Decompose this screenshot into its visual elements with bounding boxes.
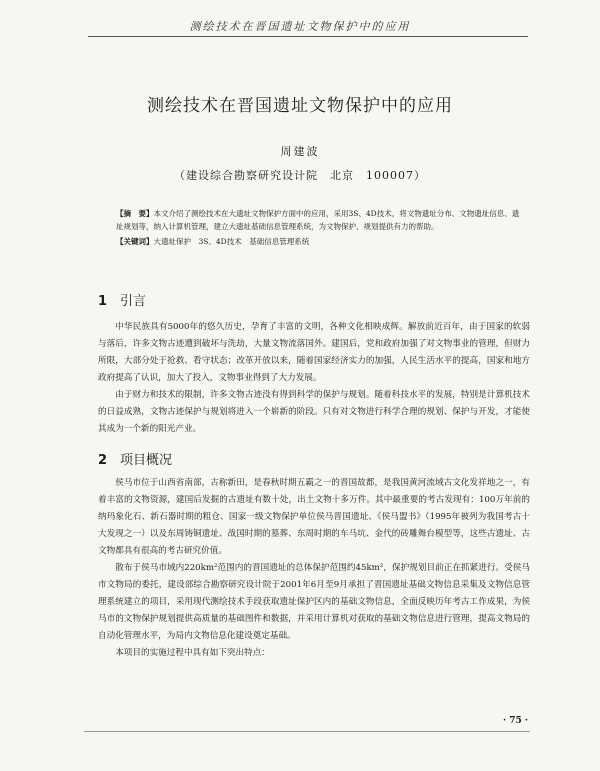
section-title: 引言 xyxy=(120,294,147,309)
running-header: 测绘技术在晋国遗址文物保护中的应用 xyxy=(189,20,411,33)
section-heading-project-overview xyxy=(98,449,518,468)
abstract-text: 本文介绍了测绘技术在大遗址文物保护方面中的应用，采用3S、4D技术，将文物遗址分布、文物遗址信息、遗址规划等，纳入计算机管理，建立大遗址基础信息管理系统，为文物保护、规划提供有力的帮助。 xyxy=(116,209,520,231)
paper-title: 测绘技术在晋国遗址文物保护中的应用 xyxy=(147,96,453,116)
author: 周建波 xyxy=(280,145,320,158)
section-heading-introduction xyxy=(98,290,518,309)
abstract-block xyxy=(116,207,524,248)
section-title: 项目概况 xyxy=(120,453,173,468)
page-number: · 75 · xyxy=(502,716,528,726)
affiliation: （建设综合勘察研究设计院 北京 100007） xyxy=(174,169,426,182)
paragraph: 本项目的实施过程中具有如下突出特点： xyxy=(115,648,270,658)
abstract-label: 【摘 要】 xyxy=(116,209,154,218)
keywords-label: 【关键词】 xyxy=(116,237,154,246)
paragraph: 散布于侯马市域内220km²范围内的晋国遗址的总体保护范围约45km²，保护规划目前正在抓紧进行。受侯马市文物局的委托，建设部综合勘察研究设计院于2001年6月至9月承担了晋国遗址基础文物信息采集及文物信息管理系统建立的项目，采用现代测绘技术手段获取遗址保护区内的基础文物信息，全面反映历年考古工作成果，为侯马市的文物保护规划提供高质量的基础图件和数据，并采用计算机对获取的基础文物信息进行管理，提高文物局的自动化管理水平，为局内文物信息化建设奠定基础。 xyxy=(98,563,530,641)
header-rule xyxy=(88,36,528,37)
section-body-introduction xyxy=(98,319,530,438)
abstract xyxy=(116,207,524,233)
keywords xyxy=(116,235,524,248)
paragraph: 中华民族具有5000年的悠久历史，孕育了丰富的文明，各种文化相映成辉。解放前近百年，由于国家的软弱与落后，许多文物古迹遭到破坏与洗劫，大量文物流落国外。建国后，党和政府加强了对文物事业的管理，但财力所限，大部分处于抢救、看守状态；改革开放以来，随着国家经济实力的加强，人民生活水平的提高，国家和地方政府提高了认识，加大了投入，文物事业得到了大力发展。 xyxy=(98,322,530,383)
keywords-text: 大遗址保护 3S、4D技术 基础信息管理系统 xyxy=(153,237,310,246)
paragraph: 由于财力和技术的限制，许多文物古迹没有得到科学的保护与规划。随着科技水平的发展，特别是计算机技术的日益成熟，文物古迹保护与规划将进入一个崭新的阶段。只有对文物进行科学合理的规划、保护与开发，才能使其成为一个新的阳光产业。 xyxy=(98,390,530,434)
paragraph: 侯马市位于山西省南部，古称新田，是春秋时期五霸之一的晋国故都，是我国黄河流域古文化发祥地之一，有着丰富的文物资源，建国后发掘的古遗址有数十处，出土文物十多万件。其中最重要的考古发现有：100万年前的纳玛象化石、新石器时期的粗仓、国家一级文物保护单位侯马晋国遗址、《侯马盟书》（1995年被列为我国考古十大发现之一）以及东周铸铜遗址、战国时期的墓葬、东周时期的车马坑、金代的砖雕舞台模型等，这些古遗址、古文物都具有很高的考古研究价值。 xyxy=(98,478,530,556)
section-body-project-overview xyxy=(98,475,530,662)
section-number: 1 xyxy=(98,294,108,309)
section-number: 2 xyxy=(98,453,108,468)
bottom-rule xyxy=(84,731,530,732)
